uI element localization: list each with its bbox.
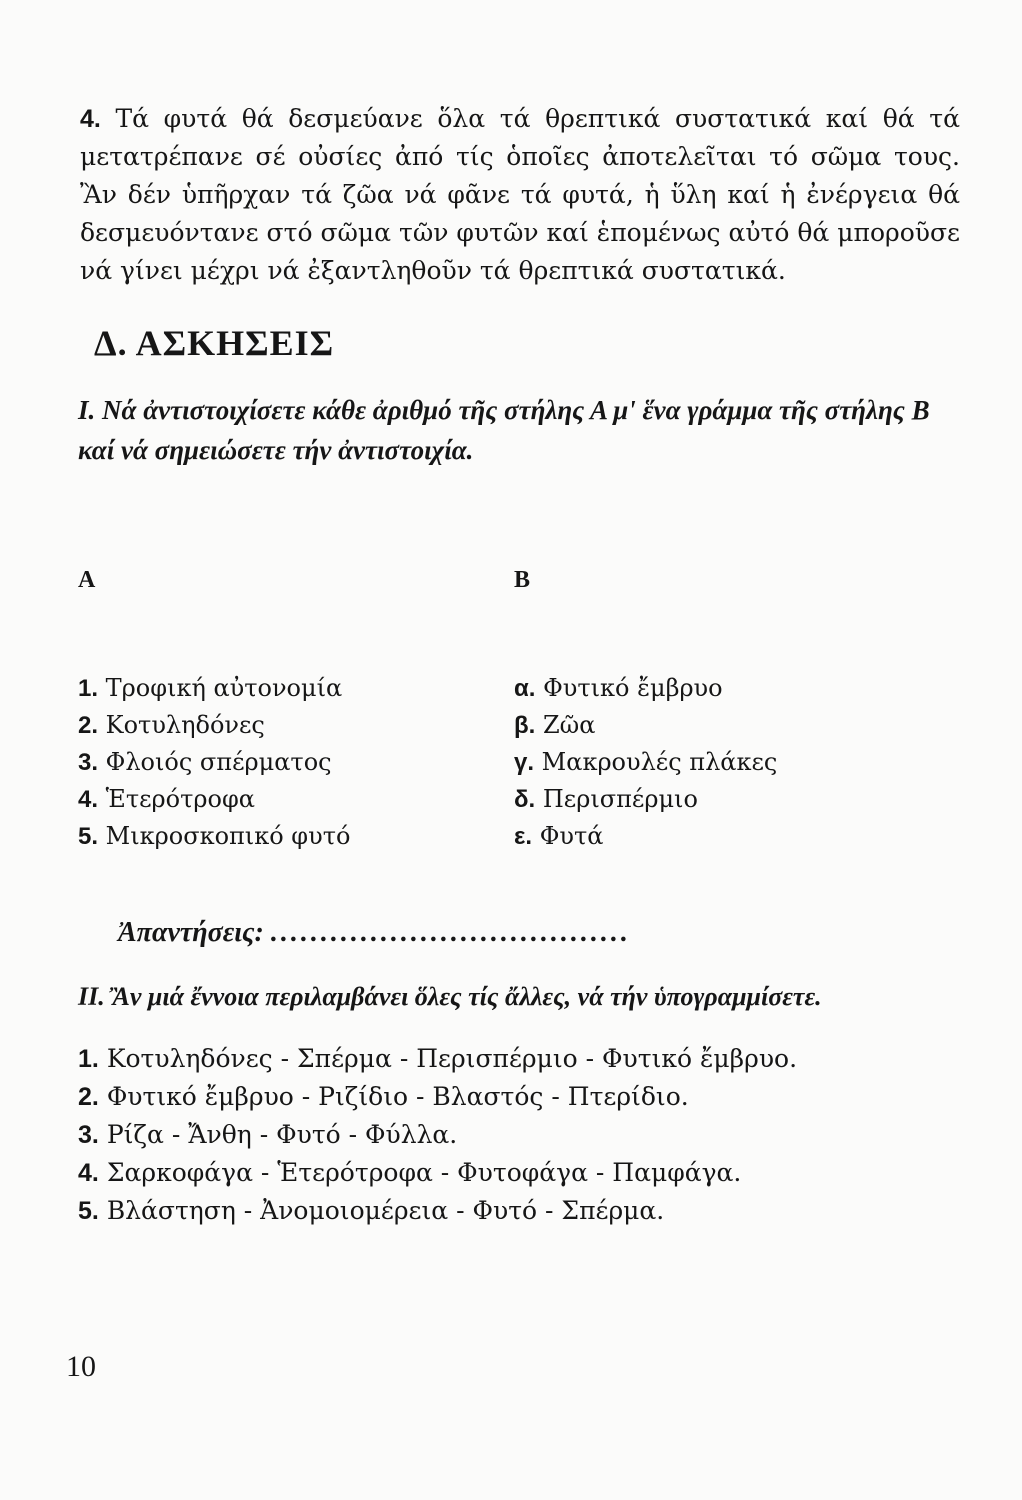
column-a-header: Α	[78, 567, 96, 593]
exercise2-item: 1. Κοτυληδόνες - Σπέρμα - Περισπέρμιο - Φυτικό ἔμβρυο.	[78, 1044, 798, 1073]
exercise2-list	[78, 1040, 797, 1230]
section-title: Δ. ΑΣΚΗΣΕΙΣ	[94, 323, 335, 363]
paragraph-number: 4.	[80, 105, 101, 133]
paragraph-text: Τά φυτά θά δεσμεύανε ὅλα τά θρεπτικά συστατικά καί θά τά μετατρέπανε σέ οὐσίες ἀπό τίς ὁποῖες ἀποτελεῖται τό σῶμα τους. Ἂν δέν ὑπῆρχαν τά ζῶα νά φᾶνε τά φυτά, ἡ ὕλη καί ἡ ἐνέργεια θά δεσμευόντανε στό σῶμα τῶν φυτῶν καί ἑπομένως αὐτό θά μποροῦσε νά γίνει μέχρι νά ἐξαντληθοῦν τά θρεπτικά συστατικά.	[80, 104, 960, 285]
column-b-item: ε. Φυτά	[514, 822, 604, 850]
answers-line	[118, 917, 968, 949]
column-a-item: 5. Μικροσκοπικό φυτό	[78, 822, 351, 850]
column-a-item: 3. Φλοιός σπέρματος	[78, 748, 332, 776]
exercise1-instruction: Ι. Νά ἀντιστοιχίσετε κάθε ἀριθμό τῆς στήλης Α μ' ἕνα γράμμα τῆς στήλης Β καί νά σημειώσετε τήν ἀντιστοιχία.	[78, 395, 930, 465]
column-a-item: 2. Κοτυληδόνες	[78, 711, 265, 739]
answer-paragraph-4	[80, 100, 960, 290]
column-b-item: δ. Περισπέρμιο	[514, 785, 698, 813]
column-a-item: 4. Ἑτερότροφα	[78, 785, 255, 813]
column-a-list	[78, 670, 350, 855]
column-b-item: β. Ζῶα	[514, 711, 596, 739]
column-b-item: α. Φυτικό ἔμβρυο	[514, 674, 723, 702]
exercise2-item: 2. Φυτικό ἔμβρυο - Ριζίδιο - Βλαστός - Πτερίδιο.	[78, 1082, 689, 1111]
exercise2-item: 4. Σαρκοφάγα - Ἑτερότροφα - Φυτοφάγα - Παμφάγα.	[78, 1158, 742, 1187]
exercise2-item: 3. Ρίζα - Ἄνθη - Φυτό - Φύλλα.	[78, 1120, 458, 1149]
column-b-header: Β	[514, 567, 531, 593]
column-a-item: 1. Τροφική αὐτονομία	[78, 674, 343, 702]
exercise2-item: 5. Βλάστηση - Ἀνομοιομέρεια - Φυτό - Σπέρμα.	[78, 1196, 665, 1225]
column-b-list	[514, 670, 777, 855]
exercise2-instruction: ΙΙ. Ἂν μιά ἔννοια περιλαμβάνει ὅλες τίς ἄλλες, νά τήν ὑπογραμμίσετε.	[78, 982, 822, 1011]
page-number: 10	[66, 1350, 96, 1383]
answers-label: Ἀπαντήσεις:	[118, 917, 264, 948]
answers-blank: ....................................	[270, 917, 631, 948]
column-b-item: γ. Μακρουλές πλάκες	[514, 748, 778, 776]
